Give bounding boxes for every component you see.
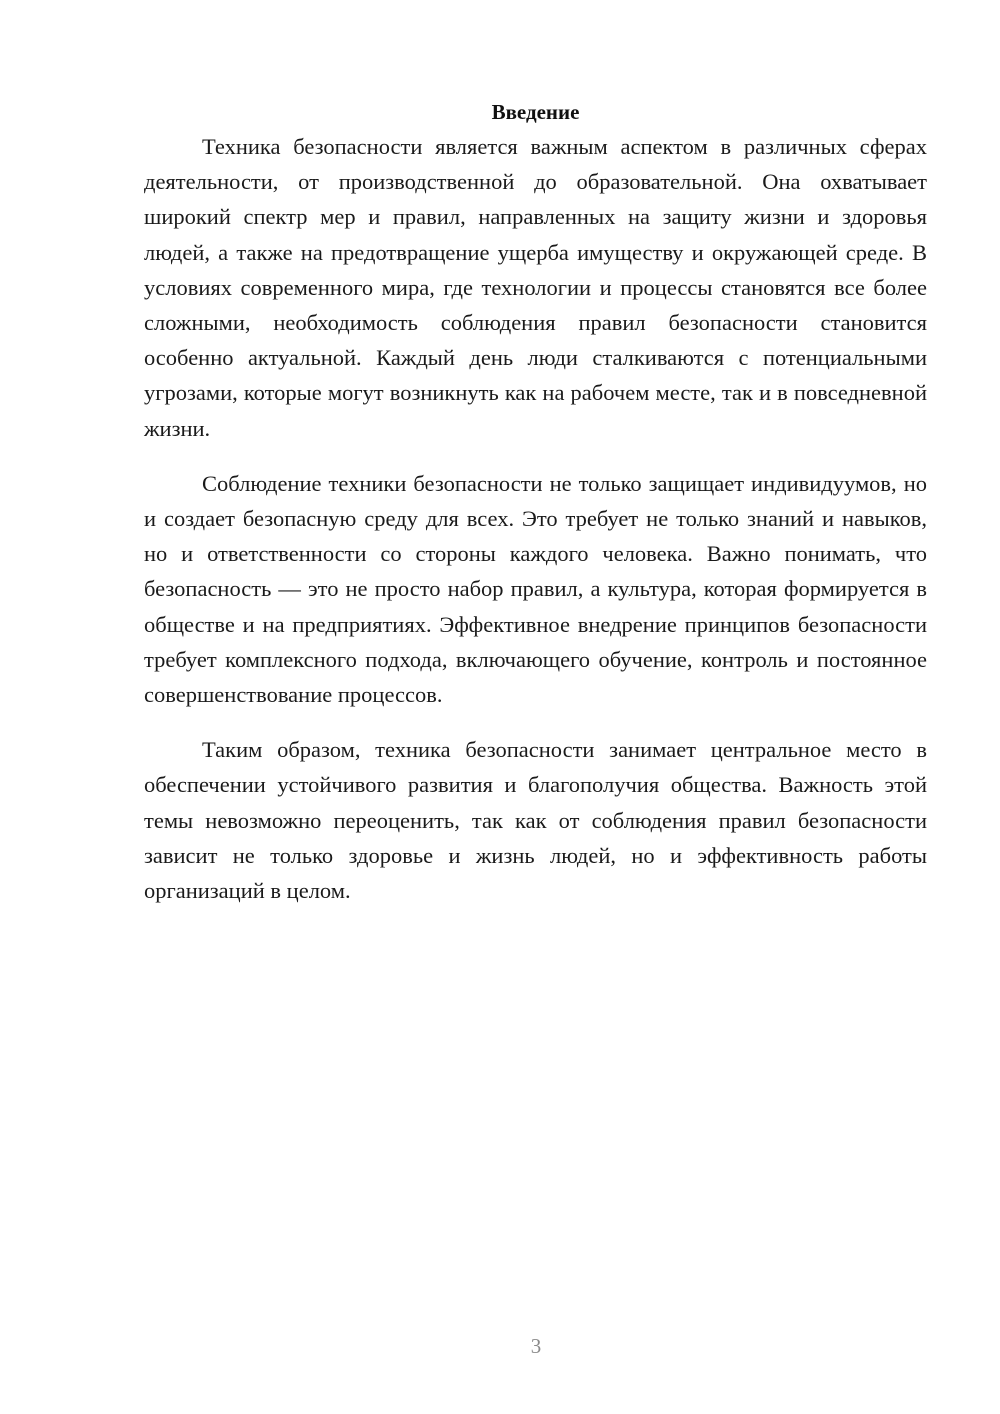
paragraph-3: Таким образом, техника безопасности занимает центральное место в обеспечении устойчивого развития и благополучия общества. Важность этой темы невозможно переоценить, так как от соблюдения правил безопасности зависит не только здоровье и жизнь людей, но и эффективность работы организаций в целом. — [144, 737, 927, 904]
paragraph-2: Соблюдение техники безопасности не только защищает индивидуумов, но и создает безопасную среду для всех. Это требует не только знаний и навыков, но и ответственности со стороны каждого человека. Важно понимать, что безопасность — это не просто набор правил, а культура, которая формируется в обществе и на предприятиях. Эффективное внедрение принципов безопасности требует комплексного подхода, включающего обучение, контроль и постоянное совершенствование процессов. — [144, 470, 927, 708]
paragraph-1: Техника безопасности является важным аспектом в различных сферах деятельности, от производственной до образовательной. Она охватывает широкий спектр мер и правил, направленных на защиту жизни и здоровья людей, а также на предотвращение ущерба имуществу и окружающей среде. В условиях современного мира, где технологии и процессы становятся все более сложными, необходимость соблюдения правил безопасности становится особенно актуальной. Каждый день люди сталкиваются с потенциальными угрозами, которые могут возникнуть как на рабочем месте, так и в повседневной жизни. — [144, 134, 927, 441]
page-content — [144, 96, 927, 908]
section-title: Введение — [491, 100, 580, 124]
page-number: 3 — [530, 1334, 542, 1358]
